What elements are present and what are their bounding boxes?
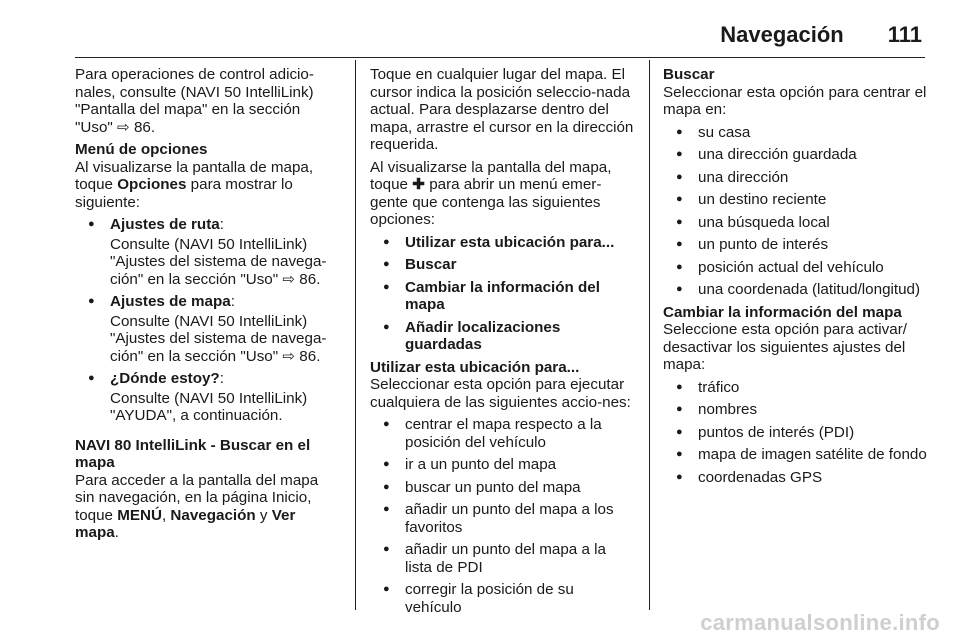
page-header [720,22,922,56]
list-item: ● buscar un punto del mapa [370,479,634,497]
menu-heading: Menú de opciones [75,141,208,158]
navi-paragraph: Para acceder a la pantalla del mapa sin navegación, en la página Inicio, toque MENÚ, Navegación y Ver mapa. [75,471,319,541]
popup-paragraph: Al visualizarse la pantalla del mapa, toque ✚ para abrir un menú emer-gente que contenga las siguientes opciones: [370,158,612,228]
menu-paragraph: Al visualizarse la pantalla de mapa, toque Opciones para mostrar lo siguiente: [75,158,314,211]
list-item: ● un punto de interés [663,236,929,254]
use-paragraph: Seleccionar esta opción para ejecutar cualquiera de las siguientes accio-nes: [370,376,631,411]
list-item: ● Cambiar la información del mapa [370,279,634,314]
page-number: 111 [887,22,922,47]
list-item: ● ir a un punto del mapa [370,456,634,474]
list-item: ● una dirección guardada [663,146,929,164]
list-item: ● Buscar [370,256,634,274]
list-item: ● ¿Dónde estoy?: Consulte (NAVI 50 IntelliLink) "AYUDA", a continuación. [75,370,341,425]
list-item: ● una coordenada (latitud/longitud) [663,281,929,299]
watermark: carmanualsonline.info [700,610,940,635]
list-item: ● mapa de imagen satélite de fondo [663,446,929,464]
list-item: ● coordenadas GPS [663,469,929,487]
search-paragraph: Seleccionar esta opción para centrar el mapa en: [663,83,927,118]
change-heading: Cambiar la información del mapa [663,303,902,321]
navi-heading: NAVI 80 IntelliLink - Buscar en el mapa [75,436,311,471]
list-item: ● puntos de interés (PDI) [663,424,929,442]
list-item: ● tráfico [663,379,929,397]
list-item: ● una búsqueda local [663,214,929,232]
list-item: ● Utilizar esta ubicación para... [370,234,634,252]
list-item: ● Ajustes de ruta: Consulte (NAVI 50 IntelliLink) "Ajustes del sistema de navega-ción" en la sección "Uso" ⇨ 86. [75,216,341,288]
list-item: ● Ajustes de mapa: Consulte (NAVI 50 IntelliLink) "Ajustes del sistema de navega-ción" en la sección "Uso" ⇨ 86. [75,293,341,365]
list-item: ● su casa [663,124,929,142]
use-list [370,416,634,616]
header-rule [75,57,925,58]
options-list [370,234,634,354]
list-item: ● centrar el mapa respecto a la posición del vehículo [370,416,634,451]
list-item: ● un destino reciente [663,191,929,209]
change-paragraph: Seleccione esta opción para activar/ desactivar los siguientes ajustes del mapa: [663,321,907,373]
column-2 [370,66,634,616]
use-heading: Utilizar esta ubicación para... [370,358,580,376]
change-list [663,379,929,487]
section-title: Navegación [720,22,844,47]
map-paragraph: Toque en cualquier lugar del mapa. El cursor indica la posición seleccio-nada actual. Para desplazarse dentro del mapa, arrastre el cursor en la dirección requerida. [370,66,634,153]
list-item: ● Añadir localizaciones guardadas [370,319,634,354]
list-item: ● corregir la posición de su vehículo [370,581,634,616]
column-3 [663,66,929,486]
intro-paragraph: Para operaciones de control adicio-nales, consulte (NAVI 50 IntelliLink) "Pantalla del mapa" en la sección "Uso" ⇨ 86. [75,66,314,136]
column-divider-2 [649,60,650,610]
list-item: ● nombres [663,401,929,419]
list-item: ● añadir un punto del mapa a los favoritos [370,501,634,536]
list-item: ● posición actual del vehículo [663,259,929,277]
column-1 [75,66,341,542]
list-item: ● añadir un punto del mapa a la lista de PDI [370,541,634,576]
list-item: ● una dirección [663,169,929,187]
search-list [663,124,929,299]
column-divider-1 [355,60,356,610]
search-heading: Buscar [663,66,715,83]
plus-icon: ✚ [412,176,425,193]
menu-list [75,216,341,425]
